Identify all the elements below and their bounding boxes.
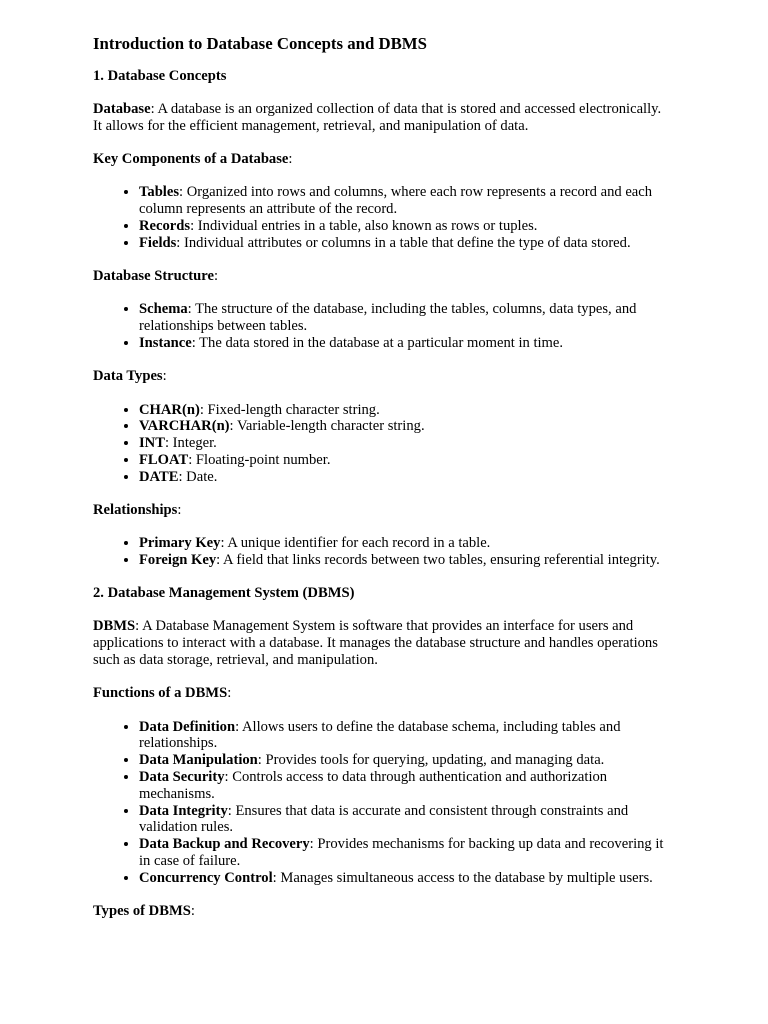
list-item: • Records: Individual entries in a table, also known as rows or tuples. (139, 218, 673, 235)
list-item: • Data Backup and Recovery: Provides mechanisms for backing up data and recovering it in case of failure. (139, 836, 673, 870)
database-structure-list (93, 301, 673, 351)
list-item: • Schema: The structure of the database, including the tables, columns, data types, and relationships between tables. (139, 301, 673, 335)
list-item: • Foreign Key: A field that links records between two tables, ensuring referential integrity. (139, 552, 673, 569)
list-item: • Instance: The data stored in the database at a particular moment in time. (139, 335, 673, 352)
list-item: • Data Manipulation: Provides tools for querying, updating, and managing data. (139, 752, 673, 769)
list-item: • INT: Integer. (139, 435, 673, 452)
list-item: • FLOAT: Floating-point number. (139, 452, 673, 469)
document-page (93, 34, 673, 936)
document-title: Introduction to Database Concepts and DBMS (93, 34, 427, 53)
list-item: • Data Integrity: Ensures that data is accurate and consistent through constraints and validation rules. (139, 803, 673, 837)
relationships-label: Relationships: (93, 502, 182, 519)
database-structure-label: Database Structure: (93, 268, 218, 285)
dbms-functions-list (93, 719, 673, 887)
list-item: • Concurrency Control: Manages simultaneous access to the database by multiple users. (139, 870, 673, 887)
key-components-list (93, 184, 673, 251)
dbms-definition (93, 618, 673, 668)
data-types-label: Data Types: (93, 368, 167, 385)
term: DBMS (93, 618, 136, 635)
key-components-label: Key Components of a Database: (93, 151, 293, 168)
list-item: • Tables: Organized into rows and columns, where each row represents a record and each column represents an attribute of the record. (139, 184, 673, 218)
list-item: • CHAR(n): Fixed-length character string. (139, 402, 673, 419)
database-definition (93, 101, 673, 135)
list-item: • DATE: Date. (139, 469, 673, 486)
section-heading-database-concepts: 1. Database Concepts (93, 68, 227, 84)
list-item: • Data Definition: Allows users to define the database schema, including tables and relationships. (139, 719, 673, 753)
dbms-types-label: Types of DBMS: (93, 903, 195, 920)
section-heading-dbms: 2. Database Management System (DBMS) (93, 585, 355, 602)
list-item: • Data Security: Controls access to data through authentication and authorization mechanisms. (139, 769, 673, 803)
dbms-functions-label: Functions of a DBMS: (93, 685, 232, 702)
list-item: • Primary Key: A unique identifier for each record in a table. (139, 535, 673, 552)
list-item: • VARCHAR(n): Variable-length character string. (139, 418, 673, 435)
list-item: • Fields: Individual attributes or columns in a table that define the type of data stored. (139, 235, 673, 252)
term: Database (93, 101, 151, 117)
definition-text: : A database is an organized collection of data that is stored and accessed electronically. It allows for the efficient management, retrieval, and manipulation of data. (93, 101, 662, 134)
data-types-list (93, 402, 673, 486)
relationships-list (93, 535, 673, 569)
definition-text: : A Database Management System is software that provides an interface for users and applications to interact with a database. It manages the database structure and handles operations such as data storage, retrieval, and manipulation. (93, 618, 658, 669)
